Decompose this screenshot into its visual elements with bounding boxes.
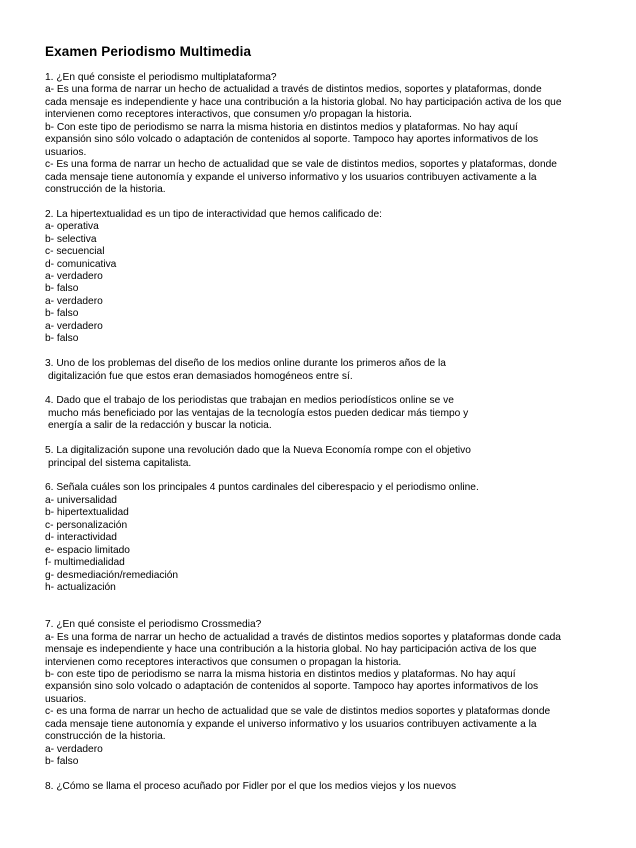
question-3-line: digitalización fue que estos eran demasiados homogéneos entre sí. <box>48 370 353 382</box>
question-1-line: cada mensaje tiene autonomía y expande el universo informativo y los usuarios contribuyen activamente a la <box>45 171 537 183</box>
question-1-line: c- Es una forma de narrar un hecho de actualidad que se vale de distintos medios, soportes y plataformas, donde <box>45 159 557 171</box>
question-4-line: mucho más beneficiado por las ventajas de la tecnología estos pueden dedicar más tiempo y <box>48 407 469 419</box>
question-6-option: f- multimedialidad <box>45 557 125 569</box>
question-2 <box>45 209 605 346</box>
question-1 <box>45 72 605 196</box>
question-6-option: h- actualización <box>45 581 116 593</box>
question-2-option: c- secuencial <box>45 246 105 258</box>
question-7-line: b- con este tipo de periodismo se narra la misma historia en distintos medios y plataformas. No hay aquí <box>45 669 516 681</box>
question-1-line: construcción de la historia. <box>45 183 166 195</box>
spacer <box>45 346 605 358</box>
question-6-option: e- espacio limitado <box>45 544 130 556</box>
question-2-option: b- falso <box>45 308 79 320</box>
question-6-option: g- desmediación/remediación <box>45 569 179 581</box>
question-7-line: a- Es una forma de narrar un hecho de actualidad a través de distintos medios soportes y plataformas donde cada <box>45 631 561 643</box>
question-7-line: intervienen como receptores interactivos que consumen o propagan la historia. <box>45 656 402 668</box>
question-6-option: b- hipertextualidad <box>45 507 129 519</box>
question-6 <box>45 482 605 594</box>
question-5 <box>45 445 605 470</box>
spacer <box>45 433 605 445</box>
question-1-line: usuarios. <box>45 146 87 158</box>
question-1-line: b- Con este tipo de periodismo se narra la misma historia en distintos medios y plataformas. No hay aquí <box>45 121 518 133</box>
document-body <box>45 72 605 793</box>
question-6-text: 6. Señala cuáles son los principales 4 puntos cardinales del ciberespacio y el periodismo online. <box>45 482 479 494</box>
spacer <box>45 196 605 208</box>
question-1-line: cada mensaje es independiente y hace una contribución a la historia global. No hay participación activa de los que <box>45 96 562 108</box>
question-7-option: b- falso <box>45 756 79 768</box>
question-7 <box>45 619 605 768</box>
question-1-text: 1. ¿En qué consiste el periodismo multiplataforma? <box>45 72 277 83</box>
question-5-line: principal del sistema capitalista. <box>48 457 192 469</box>
question-2-option: a- verdadero <box>45 271 103 282</box>
question-2-option: d- comunicativa <box>45 258 117 270</box>
question-6-option: d- interactividad <box>45 532 117 544</box>
question-6-option: a- universalidad <box>45 494 117 506</box>
spacer <box>45 383 605 395</box>
question-7-line: cada mensaje tiene autonomía y expande el universo informativo y los usuarios contribuyen activamente a la <box>45 718 537 730</box>
question-2-option: b- falso <box>45 333 79 345</box>
question-7-text: 7. ¿En qué consiste el periodismo Crossmedia? <box>45 619 262 631</box>
question-4 <box>45 395 605 432</box>
question-2-option: a- verdadero <box>45 295 103 307</box>
question-2-text: 2. La hipertextualidad es un tipo de interactividad que hemos calificado de: <box>45 208 382 220</box>
question-7-line: c- es una forma de narrar un hecho de actualidad que se vale de distintos medios soportes y plataformas donde <box>45 706 551 718</box>
question-6-option: c- personalización <box>45 519 128 531</box>
question-2-option: b- selectiva <box>45 233 97 245</box>
question-7-line: construcción de la historia. <box>45 731 166 743</box>
question-3-line: 3. Uno de los problemas del diseño de los medios online durante los primeros años de la <box>45 358 446 370</box>
question-4-line: 4. Dado que el trabajo de los periodistas que trabajan en medios periodísticos online se ve <box>45 395 454 407</box>
question-8 <box>45 781 605 793</box>
question-8-text: 8. ¿Cómo se llama el proceso acuñado por Fidler por el que los medios viejos y los nuevos <box>45 780 457 792</box>
question-2-option: a- operativa <box>45 221 99 233</box>
question-7-line: expansión sino solo volcado o adaptación de contenidos al soporte. Tampoco hay aportes informativos de los <box>45 681 539 693</box>
question-7-line: mensaje es independiente y hace una contribución a la historia global. No hay participación activa de los que <box>45 644 537 656</box>
question-1-line: intervienen como receptores interactivos, que consumen y/o propagan la historia. <box>45 109 412 121</box>
spacer <box>45 470 605 482</box>
question-2-option: a- verdadero <box>45 320 103 332</box>
question-4-line: energía a salir de la redacción y buscar la noticia. <box>48 420 272 432</box>
question-5-line: 5. La digitalización supone una revolución dado que la Nueva Economía rompe con el objetivo <box>45 445 471 457</box>
question-7-line: usuarios. <box>45 693 87 705</box>
question-3 <box>45 358 605 383</box>
spacer <box>45 594 605 619</box>
document-title: Examen Periodismo Multimedia <box>45 44 252 59</box>
spacer <box>45 769 605 781</box>
question-1-line: expansión sino sólo volcado o adaptación de contenidos al soporte. Tampoco hay aportes informativos de los <box>45 134 539 146</box>
question-1-line: a- Es una forma de narrar un hecho de actualidad a través de distintos medios, soportes y plataformas, donde <box>45 84 542 96</box>
question-2-option: b- falso <box>45 283 79 295</box>
question-7-option: a- verdadero <box>45 743 103 755</box>
